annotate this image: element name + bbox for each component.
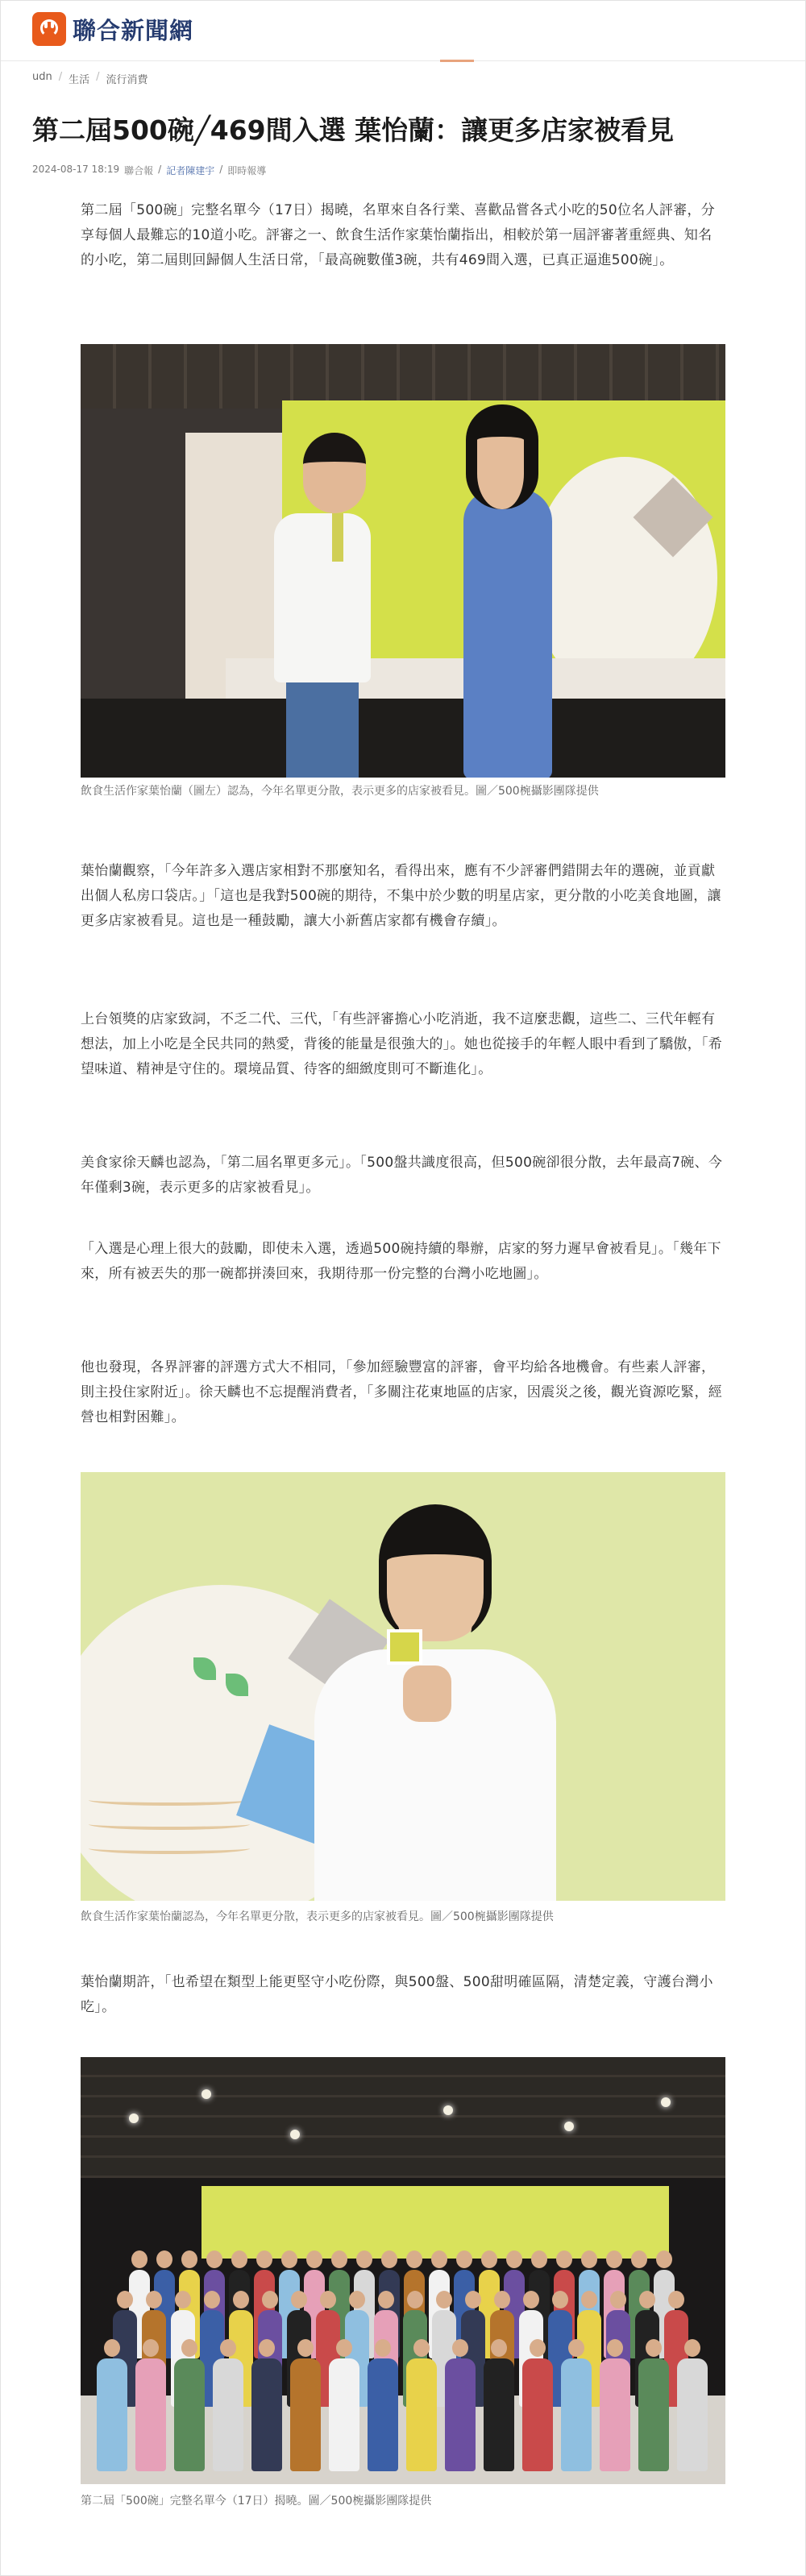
crowd-person-head [320, 2291, 336, 2308]
site-header [0, 0, 806, 61]
crowd-person-head [231, 2250, 247, 2268]
crowd-person-head [175, 2291, 191, 2308]
crowd-person-head [375, 2339, 391, 2357]
crowd-person-head [481, 2250, 497, 2268]
udn-logo-icon [32, 12, 66, 46]
breadcrumb-item-life[interactable]: 生活 [69, 74, 90, 86]
crowd-person-head [381, 2250, 397, 2268]
crowd-person-head [531, 2250, 547, 2268]
article-photo-2[interactable] [81, 1472, 725, 1901]
crowd-person-head [378, 2291, 394, 2308]
meta-separator: / [219, 164, 223, 175]
crowd-person [600, 2358, 630, 2471]
article-paragraph: 第二屆「500碗」完整名單今（17日）揭曉，名單來自各行業、喜歡品嘗各式小吃的50位名人評審，分享每個人最難忘的10道小吃。評審之一、飲食生活作家葉怡蘭指出，相較於第一屆評審著重經典、知名的小吃，第二屆則回歸個人生活日常，「最高碗數僅3碗，共有469間入選，已真正逼進500碗」。 [81, 202, 716, 268]
crowd-person [329, 2358, 359, 2471]
crowd-person-head [143, 2339, 159, 2357]
crowd-person [445, 2358, 476, 2471]
crowd-person-head [262, 2291, 278, 2308]
breadcrumb-item-home[interactable]: udn [32, 71, 52, 83]
article-paragraph: 美食家徐天麟也認為，「第二屆名單更多元」。「500盤共識度很高，但500碗卻很分散，去年最高7碗、今年僅剩3碗，表示更多的店家被看見」。 [81, 1155, 723, 1196]
logo-text: 聯合新聞網 [73, 16, 194, 44]
photo-caption: 第二屆「500碗」完整名單今（17日）揭曉。圖／500椀攝影團隊提供 [81, 2495, 432, 2508]
crowd-person-head [530, 2339, 546, 2357]
crowd-person-head [465, 2291, 481, 2308]
crowd-person-head [156, 2250, 172, 2268]
crowd-person-head [607, 2339, 623, 2357]
crowd-person [213, 2358, 243, 2471]
crowd-person-head [181, 2339, 197, 2357]
crowd-person-head [668, 2291, 684, 2308]
breadcrumb-separator: / [96, 71, 100, 83]
meta-separator: / [158, 164, 162, 175]
article-author[interactable]: 記者陳建宇 [166, 165, 215, 176]
crowd-person-head [431, 2250, 447, 2268]
crowd-person-head [117, 2291, 133, 2308]
crowd-person-head [606, 2250, 622, 2268]
article-paragraph: 葉怡蘭觀察，「今年許多入選店家相對不那麼知名，看得出來，應有不少評審們錯開去年的選碗，並貢獻出個人私房口袋店。」「這也是我對500碗的期待，不集中於少數的明星店家，更分散的小吃美食地圖，讓更多店家被看見。這也是一種鼓勵，讓大小新舊店家都有機會存續」。 [81, 863, 721, 929]
crowd-person [97, 2358, 127, 2471]
crowd-person-head [104, 2339, 120, 2357]
crowd-person-head [349, 2291, 365, 2308]
crowd-person [522, 2358, 553, 2471]
photo-caption: 飲食生活作家葉怡蘭認為，今年名單更分散，表示更多的店家被看見。圖／500椀攝影團隊提供 [81, 1910, 554, 1923]
article-report-type: 即時報導 [227, 165, 267, 176]
crowd-person [135, 2358, 166, 2471]
breadcrumb [32, 71, 148, 86]
crowd-person-head [291, 2291, 307, 2308]
site-logo[interactable] [32, 11, 193, 47]
article-photo-3[interactable] [81, 2057, 725, 2484]
crowd-person-head [436, 2291, 452, 2308]
crowd-person-head [568, 2339, 584, 2357]
crowd-person-head [131, 2250, 147, 2268]
breadcrumb-item-consumer[interactable]: 流行消費 [106, 74, 148, 86]
crowd-person-head [581, 2250, 597, 2268]
crowd-person-head [581, 2291, 597, 2308]
crowd-person [368, 2358, 398, 2471]
crowd-person-head [631, 2250, 647, 2268]
crowd-person [251, 2358, 282, 2471]
photo-caption: 飲食生活作家葉怡蘭（圖左）認為，今年名單更分散，表示更多的店家被看見。圖／500椀攝影團隊提供 [81, 785, 599, 798]
crowd-person-head [639, 2291, 655, 2308]
crowd-person-head [220, 2339, 236, 2357]
crowd-person-head [206, 2250, 222, 2268]
crowd-person [561, 2358, 592, 2471]
crowd-person [484, 2358, 514, 2471]
crowd-person-head [146, 2291, 162, 2308]
crowd-person-head [356, 2250, 372, 2268]
group-photo-crowd [81, 2234, 725, 2476]
article-title: 第二屆500碗╱469間入選 葉怡蘭：讓更多店家被看見 [32, 114, 675, 146]
crowd-person [677, 2358, 708, 2471]
crowd-person [638, 2358, 669, 2471]
crowd-person-head [646, 2339, 662, 2357]
crowd-person-head [281, 2250, 297, 2268]
crowd-person-head [407, 2291, 423, 2308]
crowd-person-head [204, 2291, 220, 2308]
crowd-person-head [259, 2339, 275, 2357]
article-photo-1[interactable] [81, 344, 725, 778]
crowd-person [406, 2358, 437, 2471]
crowd-person-head [656, 2250, 672, 2268]
article-meta [32, 164, 266, 177]
crowd-person-head [494, 2291, 510, 2308]
crowd-person-head [506, 2250, 522, 2268]
crowd-person-head [256, 2250, 272, 2268]
crowd-person-head [452, 2339, 468, 2357]
crowd-person-head [684, 2339, 700, 2357]
crowd-person-head [610, 2291, 626, 2308]
article-paragraph: 葉怡蘭期許，「也希望在類型上能更堅守小吃份際，與500盤、500甜明確區隔，清楚定義，守護台灣小吃」。 [81, 1974, 713, 2015]
article-paragraph: 他也發現，各界評審的評選方式大不相同，「參加經驗豐富的評審，會平均給各地機會。有些素人評審，則主投住家附近」。徐天麟也不忘提醒消費者，「多關注花東地區的店家，因震災之後，觀光資源吃緊，經營也相對困難」。 [81, 1359, 723, 1425]
crowd-person-head [552, 2291, 568, 2308]
crowd-person-head [181, 2250, 197, 2268]
crowd-person-head [336, 2339, 352, 2357]
header-accent-bar [440, 60, 474, 62]
crowd-person-head [556, 2250, 572, 2268]
crowd-person [174, 2358, 205, 2471]
article-source[interactable]: 聯合報 [124, 165, 154, 176]
crowd-person-head [306, 2250, 322, 2268]
crowd-person-head [523, 2291, 539, 2308]
crowd-person [290, 2358, 321, 2471]
breadcrumb-separator: / [58, 71, 63, 83]
crowd-person-head [233, 2291, 249, 2308]
article-paragraph: 「入選是心理上很大的鼓勵，即使未入選，透過500碗持續的舉辦，店家的努力遲早會被看見」。「幾年下來，所有被丟失的那一碗都拼湊回來，我期待那一份完整的台灣小吃地圖」。 [81, 1241, 721, 1282]
crowd-person-head [406, 2250, 422, 2268]
crowd-person-head [297, 2339, 314, 2357]
crowd-person-head [331, 2250, 347, 2268]
publish-datetime: 2024-08-17 18:19 [32, 164, 120, 175]
crowd-person-head [456, 2250, 472, 2268]
crowd-person-head [413, 2339, 430, 2357]
article-paragraph: 上台領獎的店家致詞，不乏二代、三代，「有些評審擔心小吃消逝，我不這麼悲觀，這些二、三代年輕有想法，加上小吃是全民共同的熱愛，背後的能量是很強大的」。她也從接手的年輕人眼中看到了驕傲，「希望味道、精神是守住的。環境品質、待客的細緻度則可不斷進化」。 [81, 1011, 723, 1077]
crowd-person-head [491, 2339, 507, 2357]
